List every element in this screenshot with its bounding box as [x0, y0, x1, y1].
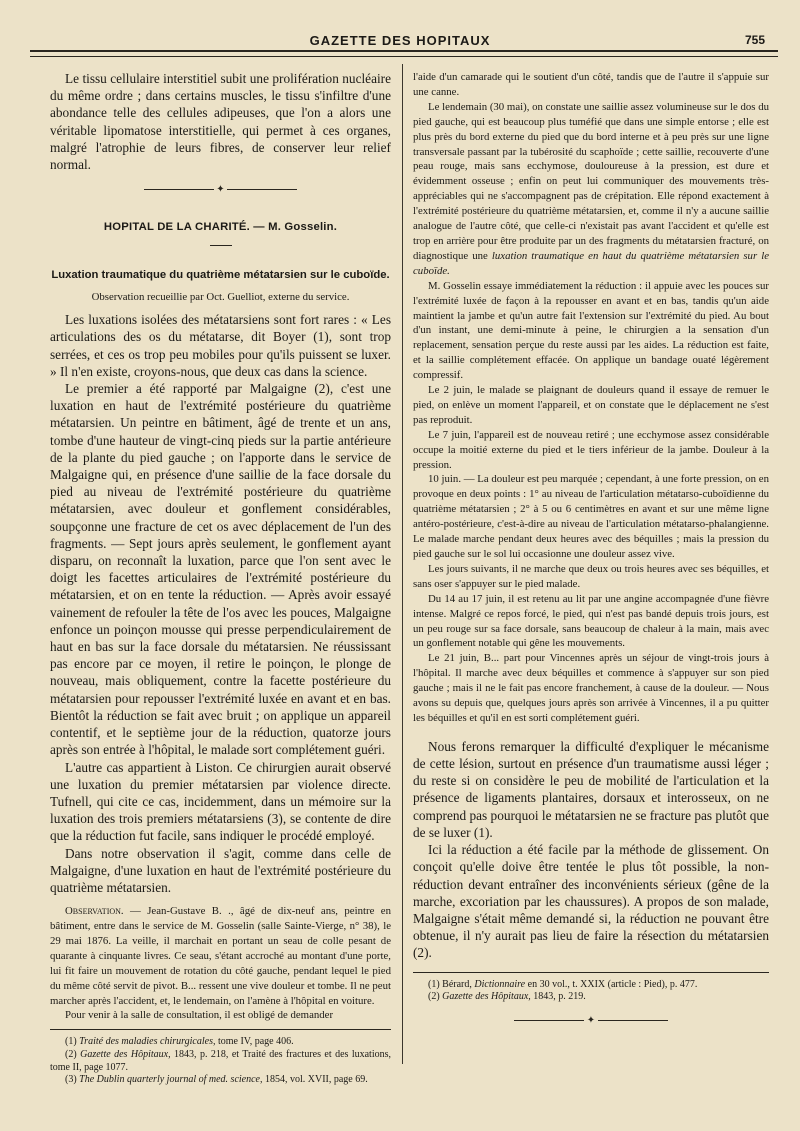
- observation-text: — Jean-Gustave B. ., âgé de dix-neuf ans, peintre en bâtiment, entre dans le service de M. Gosselin (salle Sainte-Vierge, n° 38), le 29 mai 1876. La veille, il marchait en portant un seau de colle pesant de quarante à cinquante livres. Ce seau, s'étant accroché au montant d'une porte, lui fit faire un mouvement de rotation du côté gauche, pendant lequel le pied du même côté servit de pivot. B... ressent une vive douleur et tombe. Il ne peut marcher après l'accident, et, le lendemain, on l'amène à l'hôpital en voiture.: [50, 905, 391, 1007]
- paragraph: Ici la réduction a été facile par la méthode de glissement. On conçoit qu'elle doive être tentée le plus tôt possible, la non-réduction devant entraîner des inconvénients sérieux (gêne de la marche, excoriation par les chaussures). A propos de son malade, Malgaigne s'était même demandé si, la réduction ne pouvant être obtenue, il n'y aurait pas lieu de faire la résection du métatarsien (2).: [413, 842, 769, 961]
- divider-ornament-icon: ✦: [216, 184, 225, 196]
- right-column: [413, 70, 769, 1028]
- footnote-rule: [50, 1029, 391, 1030]
- diagnosis: luxation traumatique en haut du quatrième métatarsien sur le cuboïde.: [413, 249, 769, 277]
- journal-title: GAZETTE DES HOPITAUX: [309, 33, 491, 48]
- observation-paragraph: [50, 904, 391, 1008]
- column-separator: [402, 64, 403, 1064]
- footnote: (2) Gazette des Hôpitaux, 1843, p. 219.: [428, 991, 586, 1003]
- heading-dash: [210, 245, 232, 246]
- observation-label: Observation.: [65, 905, 124, 918]
- article-title: Luxation traumatique du quatrième métatarsien sur le cuboïde.: [51, 269, 390, 282]
- header-rule-bottom: [30, 56, 778, 57]
- observation-paragraph: Les jours suivants, il ne marche que deux ou trois heures avec ses béquilles, et sans oser s'appuyer sur le pied malade.: [413, 562, 769, 590]
- footnote-rule: [413, 972, 769, 973]
- section-heading: HOPITAL DE LA CHARITÉ. — M. Gosselin.: [103, 221, 338, 234]
- observation-paragraph: Le 2 juin, le malade se plaignant de douleurs quand il essaye de remuer le pied, on enlève un moment l'appareil, et on constate que le déplacement ne s'est pas reproduit.: [413, 384, 769, 426]
- observation-paragraph: Le lendemain (30 mai), on constate une saillie assez volumineuse sur le dos du pied gauche, qui est beaucoup plus tuméfié que dans une simple entorse ; elle est plus près du bord externe du pied que du bord interne et à peu près sur une ligne transversale passant par la tubérosité du scaphoïde ; cette saillie, recouverte d'une peau rouge, mais sans ecchymose, douloureuse à la pression, est dure et évidemment osseuse ; enfin on peut lui communiquer des mouvements très-appréciables qui ne s'accompagnent pas de crépitation. Elle répond exactement à l'extrémité postérieure du quatrième métatarsien, et, comme il n'y a aucune saillie analogue de l'autre côté, que celle-ci n'existait pas avant l'accident et qu'elle est trop en arrière pour être produite par un des fragments du métatarsien fracturé, on diagnostique une luxation traumatique en haut du quatrième métatarsien sur le cuboïde.: [413, 100, 769, 277]
- paragraph: Nous ferons remarquer la difficulté d'expliquer le mécanisme de cette lésion, surtout en présence d'un traumatisme aussi léger ; du reste si on considère le peu de mobilité de l'articulation et la présence de ligaments plantaires, dorsaux et interosseux, on ne comprend pas pourquoi le métatarsien ne se fracture pas plutôt que de se luxer (1).: [413, 738, 769, 840]
- footnote: (3) The Dublin quarterly journal of med. science, 1854, vol. XVII, page 69.: [65, 1074, 368, 1086]
- observation-paragraph: Le 21 juin, B... part pour Vincennes après un séjour de vingt-trois jours à l'hôpital. Il marche avec deux béquilles et commence à s'appuyer sur son pied gauche ; mais il ne le fait pas encore franchement, à cause de la douleur. — Nous avons su depuis que, quelques jours après son arrivée à Vincennes, il a pu quitter les béquilles et qu'il en est sorti complétement guéri.: [413, 652, 769, 724]
- end-divider: [413, 1014, 769, 1028]
- footnote: (1) Bérard, Dictionnaire en 30 vol., t. XXIX (article : Pied), p. 477.: [428, 978, 698, 990]
- paragraph: Les luxations isolées des métatarsiens sont fort rares : « Les articulations des os du métatarse, dit Boyer (1), sont trop serrées, et ces os trop peu mobiles pour qu'ils puissent se luxer. » Il n'en existe, croyons-nous, que deux cas dans la science.: [50, 312, 391, 379]
- header-rule-top: [30, 50, 778, 52]
- section-divider: [50, 183, 391, 197]
- footnote: (1) Traité des maladies chirurgicales, tome IV, page 406.: [65, 1036, 294, 1048]
- paragraph: L'autre cas appartient à Liston. Ce chirurgien aurait observé une luxation du premier métatarsien par violence directe. Tufnell, qui cite ce cas, incidemment, dans un mémoire sur la luxation des trois premiers métatarsiens (3), se contente de dire que la réduction fut facile, sans indiquer le procédé employé.: [50, 759, 391, 844]
- footnote: (2) Gazette des Hôpitaux, 1843, p. 218, et Traité des fractures et des luxations, tome II, page 1077.: [50, 1048, 392, 1073]
- page-number: 755: [745, 33, 766, 47]
- observation-credit: Observation recueillie par Oct. Guelliot, externe du service.: [91, 291, 350, 304]
- intro-paragraph: Le tissu cellulaire interstitiel subit une prolifération nucléaire du même ordre ; dans certains muscles, le tissu s'infiltre d'une abondance telle des cellules adipeuses, que l'on a alors une véritable lipomatose interstitielle, qui permet à ces organes, malgré l'atrophie de leurs fibres, de conserver leur relief normal.: [50, 71, 391, 173]
- paragraph: Le premier a été rapporté par Malgaigne (2), c'est une luxation en haut de l'extrémité postérieure du quatrième métatarsien. Un peintre en bâtiment, âgé de trente et un ans, tombe d'une hauteur de vingt-cinq pieds sur la partie antérieure de la plante du pied gauche ; on l'apporte dans le service de Malgaigne qui, en présence d'une saillie de la face dorsale du pied au niveau de l'extrémité postérieure du quatrième métatarsien, avec douleur et gonflement considérables, soupçonne une fracture de cet os avec déplacement de l'un des fragments. — Sept jours après seulement, le gonflement ayant disparu, on reconnaît la luxation, parce que l'on sent avec le doigt les facettes articulaires de l'extrémité postérieure du métatarsien, et on en tente la réduction. — Après avoir essayé vainement de refouler la tête de l'os avec les pouces, Malgaigne enfonce un poinçon mousse qui presse perpendiculairement de haut en bas sur la face dorsale du métatarsien. Ne réussissant pas encore par ce moyen, il retire le poinçon, le plonge de nouveau, mais obliquement, contre la facette postérieure du métatarsien pour repousser l'extrémité luxée en avant et en bas. Bientôt la réduction se fait avec bruit ; on applique un appareil contentif, et le septième jour de la réduction, quatorze jours après son entrée à l'hôpital, le malade sort complétement guéri.: [50, 381, 391, 758]
- observation-paragraph: Du 14 au 17 juin, il est retenu au lit par une angine accompagnée d'une fièvre intense. Malgré ce repos forcé, le pied, qui n'est pas bandé depuis trois jours, est un peu rouge sur sa face dorsale, sans beaucoup de chaleur à la main, mais avec un gonflement notable qui gêne les mouvements.: [413, 592, 769, 650]
- observation-paragraph: Pour venir à la salle de consultation, il est obligé de demander: [65, 1009, 334, 1022]
- observation-paragraph: 10 juin. — La douleur est peu marquée ; cependant, à une forte pression, on en provoque en deux points : 1° au niveau de l'articulation métatarso-cuboïdienne du quatrième métatarsien ; 2° à 5 ou 6 centimètres en avant et sur une même ligne antéro-postérieure, c'est-à-dire au niveau de l'articulation métatarso-phalangienne. Le malade marche pendant deux heures avec des béquilles ; mais la pression du pied gauche sur le sol lui occasionne une douleur assez vive.: [413, 473, 769, 560]
- observation-paragraph: Le 7 juin, l'appareil est de nouveau retiré ; une ecchymose assez considérable occupe la moitié externe du pied et le tiers inférieur de la jambe. Douleur à la pression.: [413, 428, 769, 471]
- observation-paragraph: M. Gosselin essaye immédiatement la réduction : il appuie avec les pouces sur l'extrémité luxée de façon à la repousser en avant et en bas, tandis qu'un aide maintient la jambe et qu'un autre fait l'extension sur l'extrémité du pied. Au bout d'un instant, une demi-minute à peine, le chirurgien a la sensation d'un replacement, sensation perçue du reste aussi par les aides. La réduction est faite, et la saillie complétement effacée. On applique un bandage ouaté légèrement compressif.: [413, 279, 769, 382]
- divider-ornament-icon: ✦: [586, 1014, 596, 1026]
- left-column: [50, 70, 391, 1087]
- observation-paragraph: l'aide d'un camarade qui le soutient d'un côté, tandis que de l'autre il s'appuie sur une canne.: [413, 71, 769, 98]
- paragraph: Dans notre observation il s'agit, comme dans celle de Malgaigne, d'une luxation en haut de l'extrémité postérieure du quatrième métatarsien.: [50, 845, 391, 895]
